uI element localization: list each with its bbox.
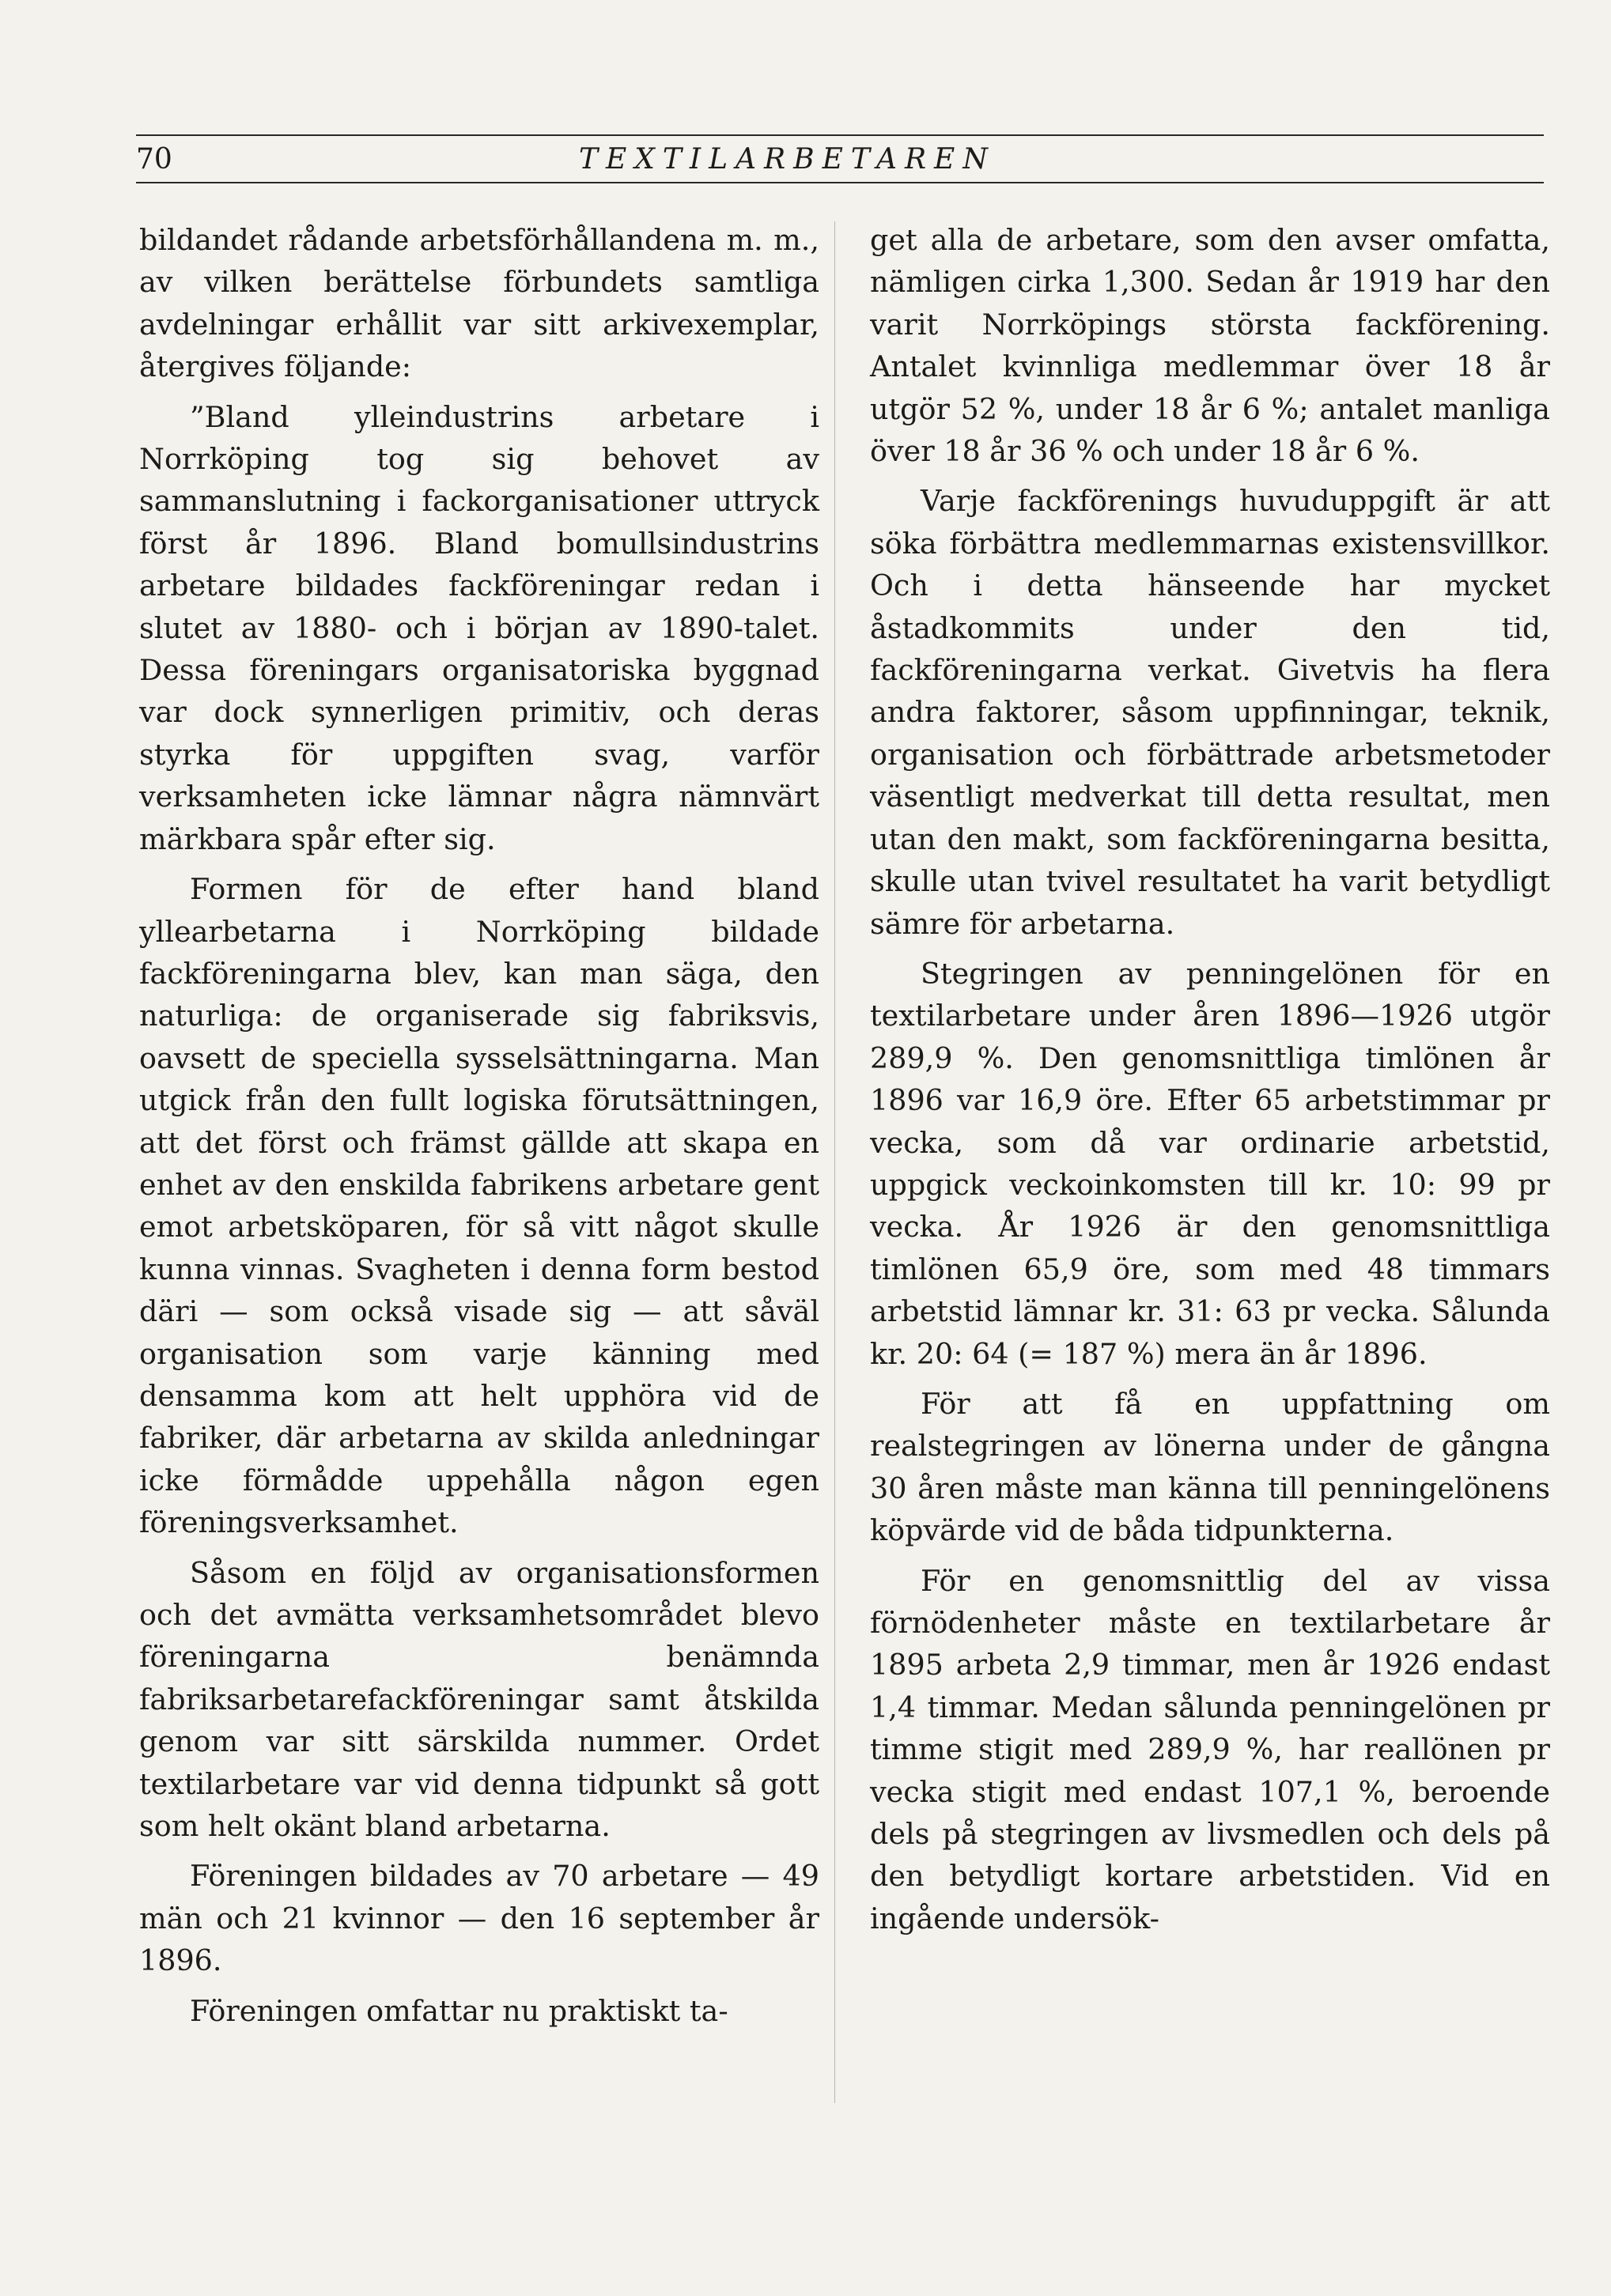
paragraph: Stegringen av penningelönen för en textilarbetare under åren 1896—1926 utgör 289,9 %. Den genomsnittliga timlönen år 1896 var 16,9 öre. Efter 65 arbetstimmar pr vecka, som då var ordinarie arbetstid, uppgick veckoinkomsten till kr. 10: 99 pr vecka. År 1926 är den genomsnittliga timlönen 65,9 öre, som med 48 timmars arbetstid lämnar kr. 31: 63 pr vecka. Sålunda kr. 20: 64 (= 187 %) mera än år 1896. — [870, 956, 1550, 1371]
header-rule-top — [136, 134, 1544, 136]
paragraph: För att få en uppfattning om realstegringen av lönerna under de gångna 30 åren måste man känna till penningelönens köpvärde vid de båda tidpunkterna. — [870, 1386, 1550, 1548]
page-number: 70 — [136, 143, 172, 176]
paragraph: Varje fackförenings huvuduppgift är att söka förbättra medlemmarnas existensvillkor. Och i detta hänseende har mycket åstadkommits under den tid, fackföreningarna verkat. Givetvis ha flera andra faktorer, såsom uppfinningar, teknik, organisation och förbättrade arbetsmetoder väsentligt medverkat till detta resultat, men utan den makt, som fackföreningarna besitta, skulle utan tvivel resultatet ha varit betydligt sämre för arbetarna. — [870, 484, 1550, 941]
paragraph: ”Bland ylleindustrins arbetare i Norrköping tog sig behovet av sammanslutning i fackorganisationer uttryck först år 1896. Bland bomullsindustrins arbetare bildades fackföreningar redan i slutet av 1880- och i början av 1890-talet. Dessa föreningars organisatoriska byggnad var dock synnerligen primitiv, och deras styrka för uppgiften svag, varför verksamheten icke lämnar några nämnvärt märkbara spår efter sig. — [139, 399, 819, 856]
paragraph: Föreningen bildades av 70 arbetare — 49 män och 21 kvinnor — den 16 september år 1896. — [139, 1859, 819, 1978]
paragraph: bildandet rådande arbetsförhållandena m. m., av vilken berättelse förbundets samtliga avdelningar erhållit var sitt arkivexemplar, återgives följande: — [139, 223, 819, 384]
column-divider — [834, 221, 835, 2103]
paragraph: Föreningen omfattar nu praktiskt ta- — [190, 1993, 728, 2028]
header-rule-bottom — [136, 182, 1544, 183]
running-title: TEXTILARBETAREN — [579, 143, 996, 176]
paragraph: Formen för de efter hand bland yllearbetarna i Norrköping bildade fackföreningarna blev, kan man säga, den naturliga: de organiserade sig fabriksvis, oavsett de speciella sysselsättningarna. Man utgick från den fullt logiska förutsättningen, att det först och främst gällde att skapa en enhet av den enskilda fabrikens arbetare gent emot arbetsköparen, för så vitt något skulle kunna vinnas. Svagheten i denna form bestod däri — som också visade sig — att såväl organisation som varje känning med densamma kom att helt upphöra vid de fabriker, där arbetarna av skilda anledningar icke förmådde uppehålla någon egen föreningsverksamhet. — [139, 872, 819, 1540]
paragraph: För en genomsnittlig del av vissa förnödenheter måste en textilarbetare år 1895 arbeta 2,9 timmar, men år 1926 endast 1,4 timmar. Medan sålunda penningelönen pr timme stigit med 289,9 %, har reallönen pr vecka stigit med endast 107,1 %, beroende dels på stegringen av livsmedlen och dels på den betydligt kortare arbetstiden. Vid en ingående undersök- — [870, 1563, 1550, 1935]
right-column — [870, 219, 1550, 1947]
left-column — [139, 219, 819, 2040]
paragraph: get alla de arbetare, som den avser omfatta, nämligen cirka 1,300. Sedan år 1919 har den varit Norrköpings största fackförening. Antalet kvinnliga medlemmar över 18 år utgör 52 %, under 18 år 6 %; antalet manliga över 18 år 36 % och under 18 år 6 %. — [870, 223, 1550, 469]
running-header — [136, 134, 1544, 183]
paragraph: Såsom en följd av organisationsformen och det avmätta verksamhetsområdet blevo föreningarna benämnda fabriksarbetarefackföreningar samt åtskilda genom var sitt särskilda nummer. Ordet textilarbetare var vid denna tidpunkt så gott som helt okänt bland arbetarna. — [139, 1555, 819, 1844]
